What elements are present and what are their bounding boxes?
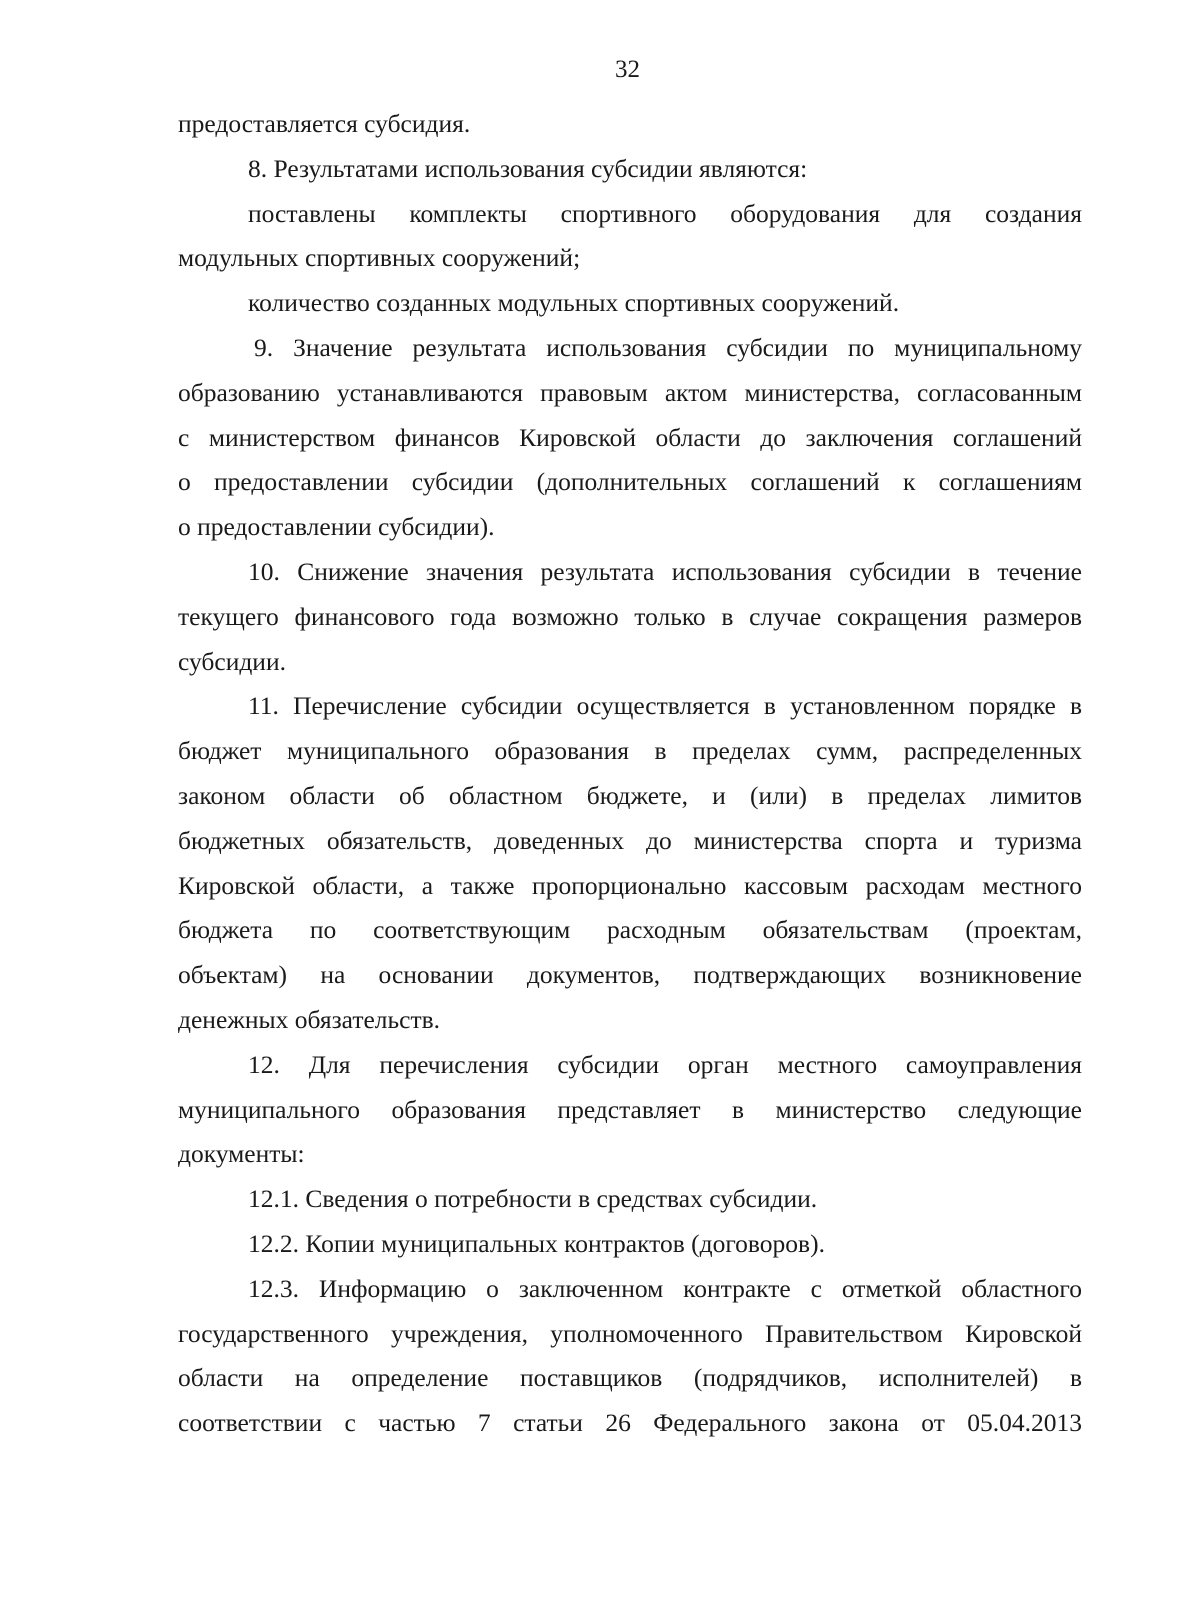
text-line: соответствии с частью 7 статьи 26 Федерального закона от 05.04.2013 xyxy=(178,1408,1082,1438)
text-line: 11. Перечисление субсидии осуществляется в установленном порядке в xyxy=(248,691,1082,721)
text-line: образованию устанавливаются правовым актом министерства, согласованным xyxy=(178,377,1082,407)
text-line: субсидии. xyxy=(178,646,286,676)
text-line: Кировской области, а также пропорционально кассовым расходам местного xyxy=(178,870,1082,900)
text-line: объектам) на основании документов, подтверждающих возникновение xyxy=(178,960,1082,990)
text-line: документы: xyxy=(178,1139,305,1169)
text-line: бюджет муниципального образования в пределах сумм, распределенных xyxy=(178,736,1082,766)
text-line: 9. Значение результата использования субсидии по муниципальному xyxy=(254,332,1082,362)
text-line: предоставляется субсидия. xyxy=(178,109,471,138)
text-line: области на определение поставщиков (подрядчиков, исполнителей) в xyxy=(178,1363,1082,1393)
text-line: о предоставлении субсидии (дополнительных соглашений к соглашениям xyxy=(178,467,1082,497)
text-line: 12. Для перечисления субсидии орган местного самоуправления xyxy=(248,1049,1082,1079)
text-line: бюджетных обязательств, доведенных до министерства спорта и туризма xyxy=(178,825,1082,855)
text-line: бюджета по соответствующим расходным обязательствам (проектам, xyxy=(178,915,1082,945)
text-line: государственного учреждения, уполномоченного Правительством Кировской xyxy=(178,1318,1082,1348)
text-line: муниципального образования представляет в министерство следующие xyxy=(178,1094,1082,1124)
text-line: 12.2. Копии муниципальных контрактов (договоров). xyxy=(248,1228,825,1258)
page-number: 32 xyxy=(615,56,640,83)
text-line: текущего финансового года возможно только в случае сокращения размеров xyxy=(178,601,1082,631)
text-line: 8. Результатами использования субсидии являются: xyxy=(248,153,808,183)
text-line: 12.1. Сведения о потребности в средствах субсидии. xyxy=(248,1184,818,1214)
text-line: денежных обязательств. xyxy=(178,1004,441,1034)
text-line: с министерством финансов Кировской области до заключения соглашений xyxy=(178,422,1082,452)
text-line: количество созданных модульных спортивных сооружений. xyxy=(248,288,900,318)
document-body xyxy=(178,102,1082,1446)
text-line: 12.3. Информацию о заключенном контракте с отметкой областного xyxy=(248,1273,1082,1303)
text-line: законом области об областном бюджете, и (или) в пределах лимитов xyxy=(178,780,1082,810)
text-line: 10. Снижение значения результата использования субсидии в течение xyxy=(248,556,1082,586)
text-line: поставлены комплекты спортивного оборудования для создания xyxy=(248,198,1082,228)
text-line: модульных спортивных сооружений; xyxy=(178,243,581,273)
text-line: о предоставлении субсидии). xyxy=(178,512,495,542)
